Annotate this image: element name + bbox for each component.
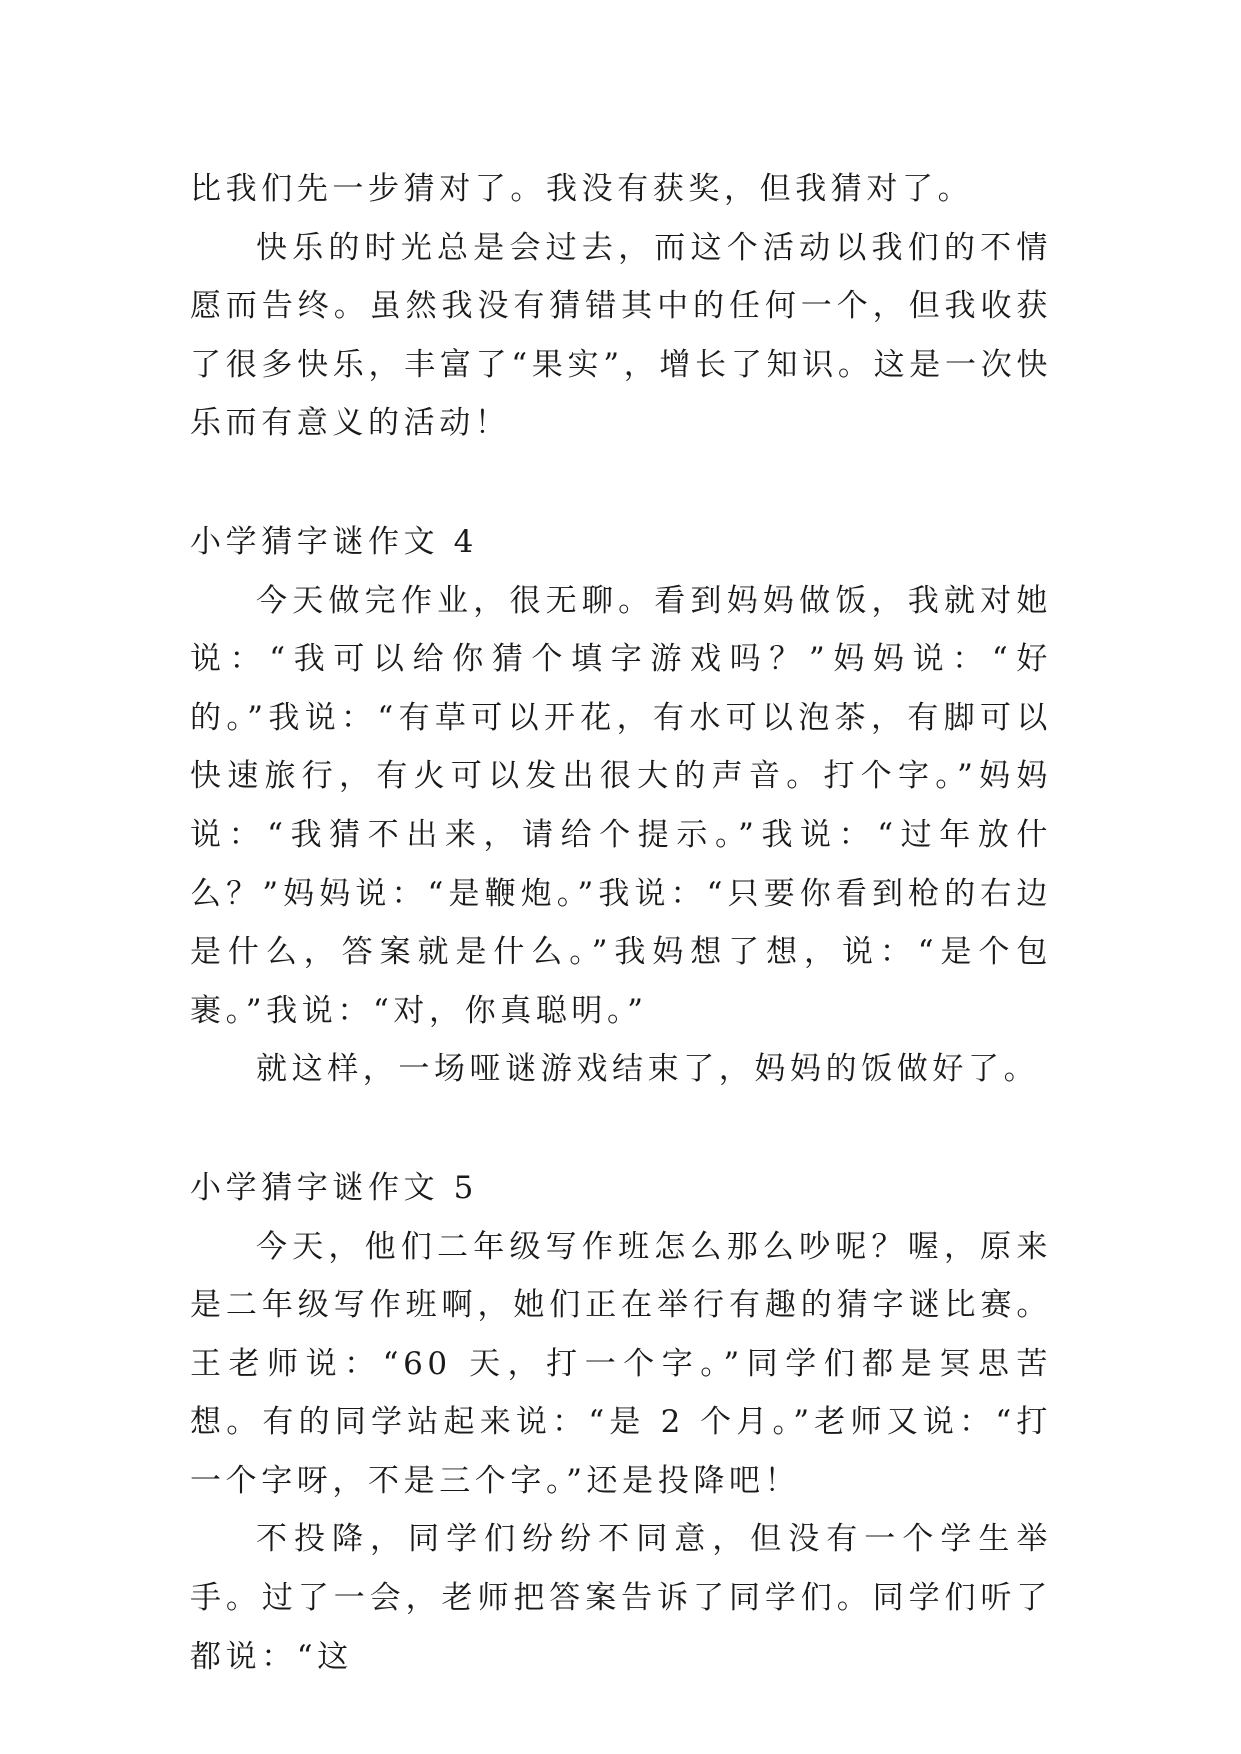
section-heading: 小学猜字谜作文 5 — [190, 1169, 478, 1206]
paragraph: 快乐的时光总是会过去，而这个活动以我们的不情愿而告终。虽然我没有猜错其中的任何一个，但我收获了很多快乐，丰富了“果实”，增长了知识。这是一次快乐而有意义的活动！ — [190, 229, 1052, 442]
document-page — [190, 160, 1052, 1686]
paragraph-continued: 比我们先一步猜对了。我没有获奖，但我猜对了。 — [190, 171, 974, 207]
section-heading: 小学猜字谜作文 4 — [190, 523, 478, 560]
paragraph: 今天，他们二年级写作班怎么那么吵呢？喔，原来是二年级写作班啊，她们正在举行有趣的猜字谜比赛。王老师说：“60 天，打一个字。”同学们都是冥思苦想。有的同学站起来说：“是 2 个月。”老师又说：“打一个字呀，不是三个字。”还是投降吧！ — [190, 1228, 1052, 1499]
paragraph: 不投降，同学们纷纷不同意，但没有一个学生举手。过了一会，老师把答案告诉了同学们。同学们听了都说：“这 — [190, 1521, 1052, 1675]
paragraph: 今天做完作业，很无聊。看到妈妈做饭，我就对她说：“我可以给你猜个填字游戏吗？”妈妈说：“好的。”我说：“有草可以开花，有水可以泡茶，有脚可以快速旅行，有火可以发出很大的声音。打个字。”妈妈说：“我猜不出来，请给个提示。”我说：“过年放什么？”妈妈说：“是鞭炮。”我说：“只要你看到枪的右边是什么，答案就是什么。”我妈想了想，说：“是个包裹。”我说：“对，你真聪明。” — [190, 582, 1052, 1029]
paragraph: 就这样，一场哑谜游戏结束了，妈妈的饭做好了。 — [256, 1051, 1040, 1088]
